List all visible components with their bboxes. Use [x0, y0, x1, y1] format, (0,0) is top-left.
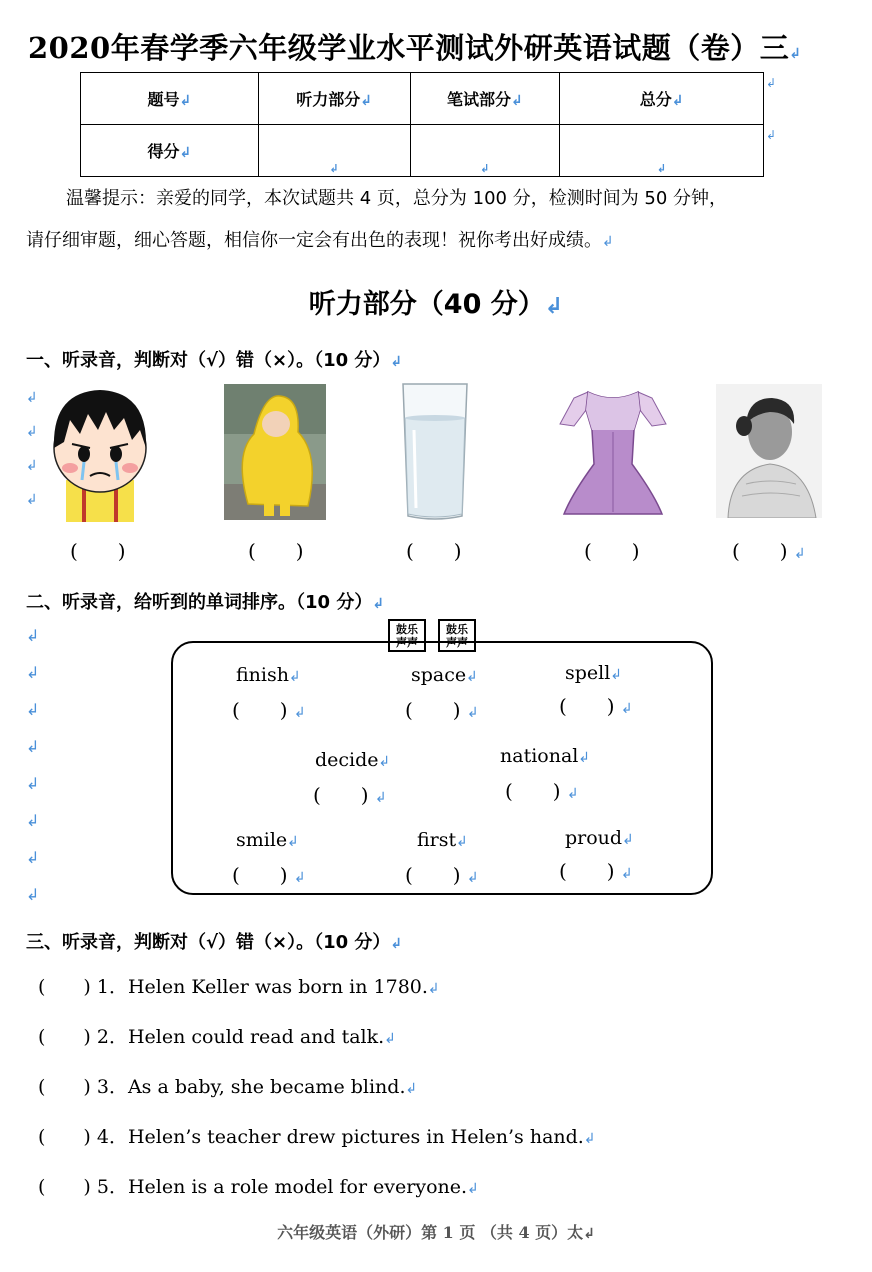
score-cell-listening[interactable]: ↲: [258, 125, 410, 177]
child-raincoat-image: [224, 384, 326, 520]
audio-stamp-icon: 鼓乐 声声: [388, 619, 426, 652]
answer-blank-3[interactable]: ( ): [406, 539, 462, 563]
portrait-image: [716, 384, 822, 518]
score-cell-total[interactable]: ↲: [560, 125, 764, 177]
word-first: first↲: [417, 829, 468, 851]
statement-1: ( ) 1．Helen Keller was born in 1780.↲: [38, 976, 440, 998]
word-finish: finish↲: [236, 664, 301, 686]
purple-dress-image: [558, 384, 668, 518]
word-blank-spell[interactable]: ( ) ↲: [559, 694, 633, 718]
answer-blank-4[interactable]: ( ): [584, 539, 640, 563]
page-footer: 六年级英语（外研）第 1 页 （共 4 页）太↲: [277, 1223, 595, 1242]
word-blank-smile[interactable]: ( ) ↲: [232, 863, 306, 887]
hint-line-2: 请仔细审题，细心答题，相信你一定会有出色的表现！祝你考出好成绩。↲: [26, 230, 614, 251]
score-table-score-row: [81, 125, 764, 177]
exam-title: 2020年春学季六年级学业水平测试外研英语试题（卷）三↲: [28, 31, 802, 65]
word-blank-national[interactable]: ( ) ↲: [505, 779, 579, 803]
statement-blank[interactable]: ( ): [38, 1126, 91, 1148]
word-blank-proud[interactable]: ( ) ↲: [559, 859, 633, 883]
word-blank-finish[interactable]: ( ) ↲: [232, 698, 306, 722]
row-label-score: 得分↲: [81, 125, 259, 177]
return-mark: ↲: [766, 128, 777, 142]
word-decide: decide↲: [315, 749, 391, 771]
header-listening: 听力部分↲: [258, 73, 410, 125]
score-table: [80, 72, 764, 177]
section2-margin-marks: ↲ ↲ ↲ ↲ ↲ ↲ ↲ ↲: [26, 626, 40, 904]
statement-blank[interactable]: ( ): [38, 1026, 91, 1048]
word-blank-space[interactable]: ( ) ↲: [405, 698, 479, 722]
crying-girl-image: [44, 384, 156, 522]
part-title: 听力部分（40 分）↲: [308, 289, 564, 320]
word-smile: smile↲: [236, 829, 299, 851]
header-total: 总分↲: [560, 73, 764, 125]
word-blank-decide[interactable]: ( ) ↲: [313, 783, 387, 807]
score-cell-writing[interactable]: ↲: [410, 125, 560, 177]
answer-blank-5[interactable]: ( ) ↲: [732, 539, 806, 563]
section2-title: 二、听录音，给听到的单词排序。（10 分）↲: [26, 592, 385, 613]
word-spell: spell↲: [565, 662, 623, 684]
answer-blank-1[interactable]: ( ): [70, 539, 126, 563]
word-blank-first[interactable]: ( ) ↲: [405, 863, 479, 887]
word-proud: proud↲: [565, 827, 634, 849]
header-question-no: 题号↲: [81, 73, 259, 125]
statement-3: ( ) 3．As a baby, she became blind.↲: [38, 1076, 418, 1098]
statement-blank[interactable]: ( ): [38, 976, 91, 998]
word-space: space↲: [411, 664, 478, 686]
statement-blank[interactable]: ( ): [38, 1176, 91, 1198]
statement-4: ( ) 4．Helen’s teacher drew pictures in Helen’s hand.↲: [38, 1126, 596, 1148]
section1-title: 一、听录音，判断对（√）错（×）。（10 分）↲: [26, 350, 403, 371]
word-national: national↲: [500, 745, 591, 767]
header-writing: 笔试部分↲: [410, 73, 560, 125]
statement-5: ( ) 5．Helen is a role model for everyone.↲: [38, 1176, 479, 1198]
section1-margin-marks: ↲ ↲ ↲ ↲: [26, 390, 38, 508]
statement-2: ( ) 2．Helen could read and talk.↲: [38, 1026, 396, 1048]
audio-stamp-icon: 鼓乐 声声: [438, 619, 476, 652]
statement-blank[interactable]: ( ): [38, 1076, 91, 1098]
glass-of-water-image: [400, 380, 470, 522]
answer-blank-2[interactable]: ( ): [248, 539, 304, 563]
section3-title: 三、听录音，判断对（√）错（×）。（10 分）↲: [26, 932, 403, 953]
return-mark: ↲: [766, 76, 777, 90]
hint-line-1: 温馨提示：亲爱的同学，本次试题共 4 页，总分为 100 分，检测时间为 50 分钟，: [66, 188, 728, 209]
score-table-header-row: [81, 73, 764, 125]
